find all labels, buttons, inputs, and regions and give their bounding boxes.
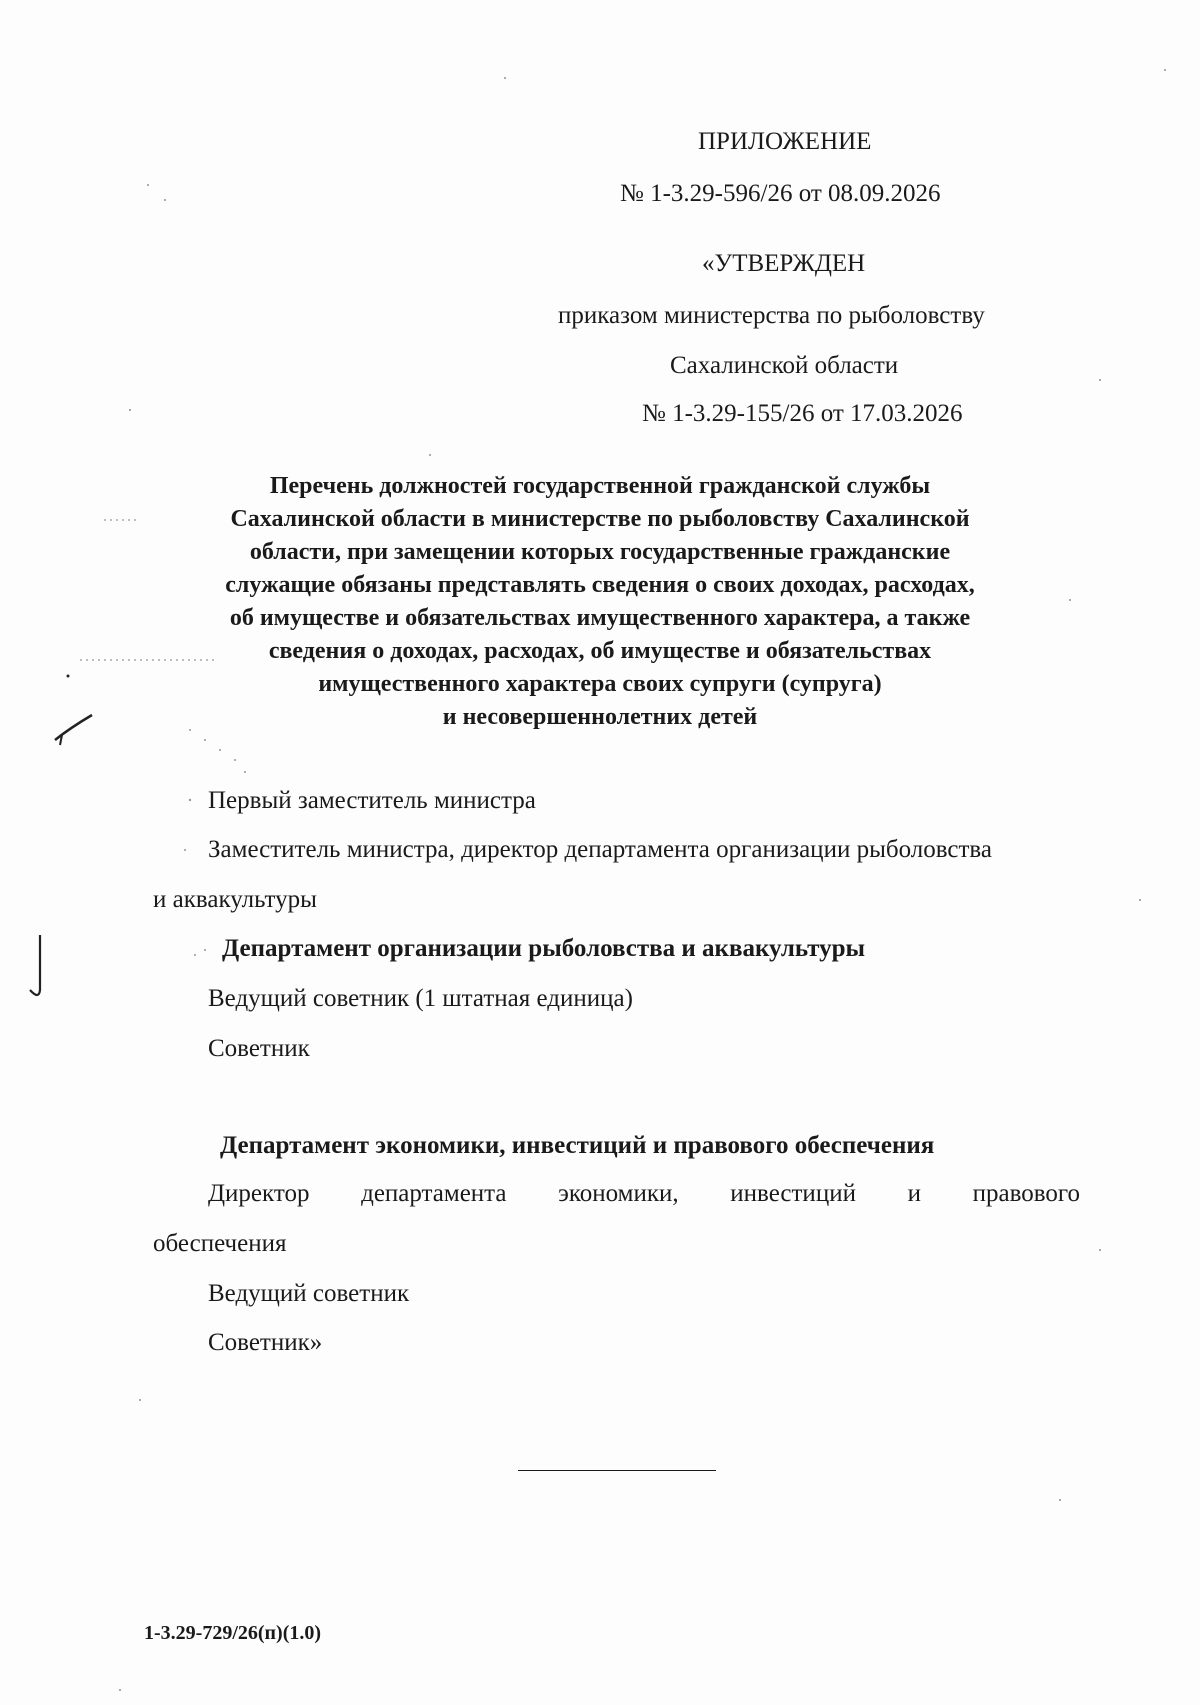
approved-number: № 1-3.29-155/26 от 17.03.2026: [642, 400, 963, 427]
position-first-deputy: Первый заместитель министра: [208, 787, 536, 814]
dept-economy-director-line1: [208, 1180, 1080, 1208]
appendix-label: ПРИЛОЖЕНИЕ: [698, 128, 872, 155]
dept-economy-position2: Советник»: [208, 1329, 323, 1356]
word: экономики,: [558, 1180, 679, 1207]
title-line: области, при замещении которых государственные гражданские: [249, 539, 951, 565]
title-line: Перечень должностей государственной гражданской службы: [269, 473, 931, 499]
appendix-number: № 1-3.29-596/26 от 08.09.2026: [620, 180, 941, 207]
dept-economy-position1: Ведущий советник: [208, 1280, 410, 1307]
position-deputy-line2: и аквакультуры: [153, 886, 317, 913]
footer-doc-code: 1-3.29-729/26(п)(1.0): [144, 1622, 322, 1644]
approved-by-line2: Сахалинской области: [670, 352, 899, 379]
title-line: и несовершеннолетних детей: [442, 704, 758, 730]
approved-label: «УТВЕРЖДЕН: [702, 250, 866, 277]
title-line: сведения о доходах, расходах, об имуществе и обязательствах: [268, 638, 932, 664]
title-line: Сахалинской области в министерстве по рыболовству Сахалинской: [230, 506, 970, 532]
position-deputy-line1: Заместитель министра, директор департамента организации рыболовства: [208, 836, 992, 863]
dept-economy-heading: Департамент экономики, инвестиций и правового обеспечения: [220, 1132, 935, 1159]
dept-fishery-position2: Советник: [208, 1035, 310, 1062]
closing-divider: [518, 1470, 716, 1471]
dept-economy-director-line2: обеспечения: [153, 1230, 287, 1257]
title-line: об имуществе и обязательствах имущественного характера, а также: [229, 605, 971, 631]
dept-fishery-position1: Ведущий советник (1 штатная единица): [208, 985, 633, 1012]
word: инвестиций: [730, 1180, 856, 1207]
title-line: имущественного характера своих супруги (супруга): [318, 671, 882, 697]
document-title: [150, 470, 1050, 734]
title-line: служащие обязаны представлять сведения о своих доходах, расходах,: [225, 572, 975, 598]
word: и: [907, 1180, 921, 1207]
approved-by-line1: приказом министерства по рыболовству: [558, 302, 985, 329]
word: Директор: [208, 1180, 310, 1207]
word: департамента: [361, 1180, 507, 1207]
dept-fishery-heading: Департамент организации рыболовства и аквакультуры: [222, 935, 866, 962]
word: правового: [972, 1180, 1080, 1207]
